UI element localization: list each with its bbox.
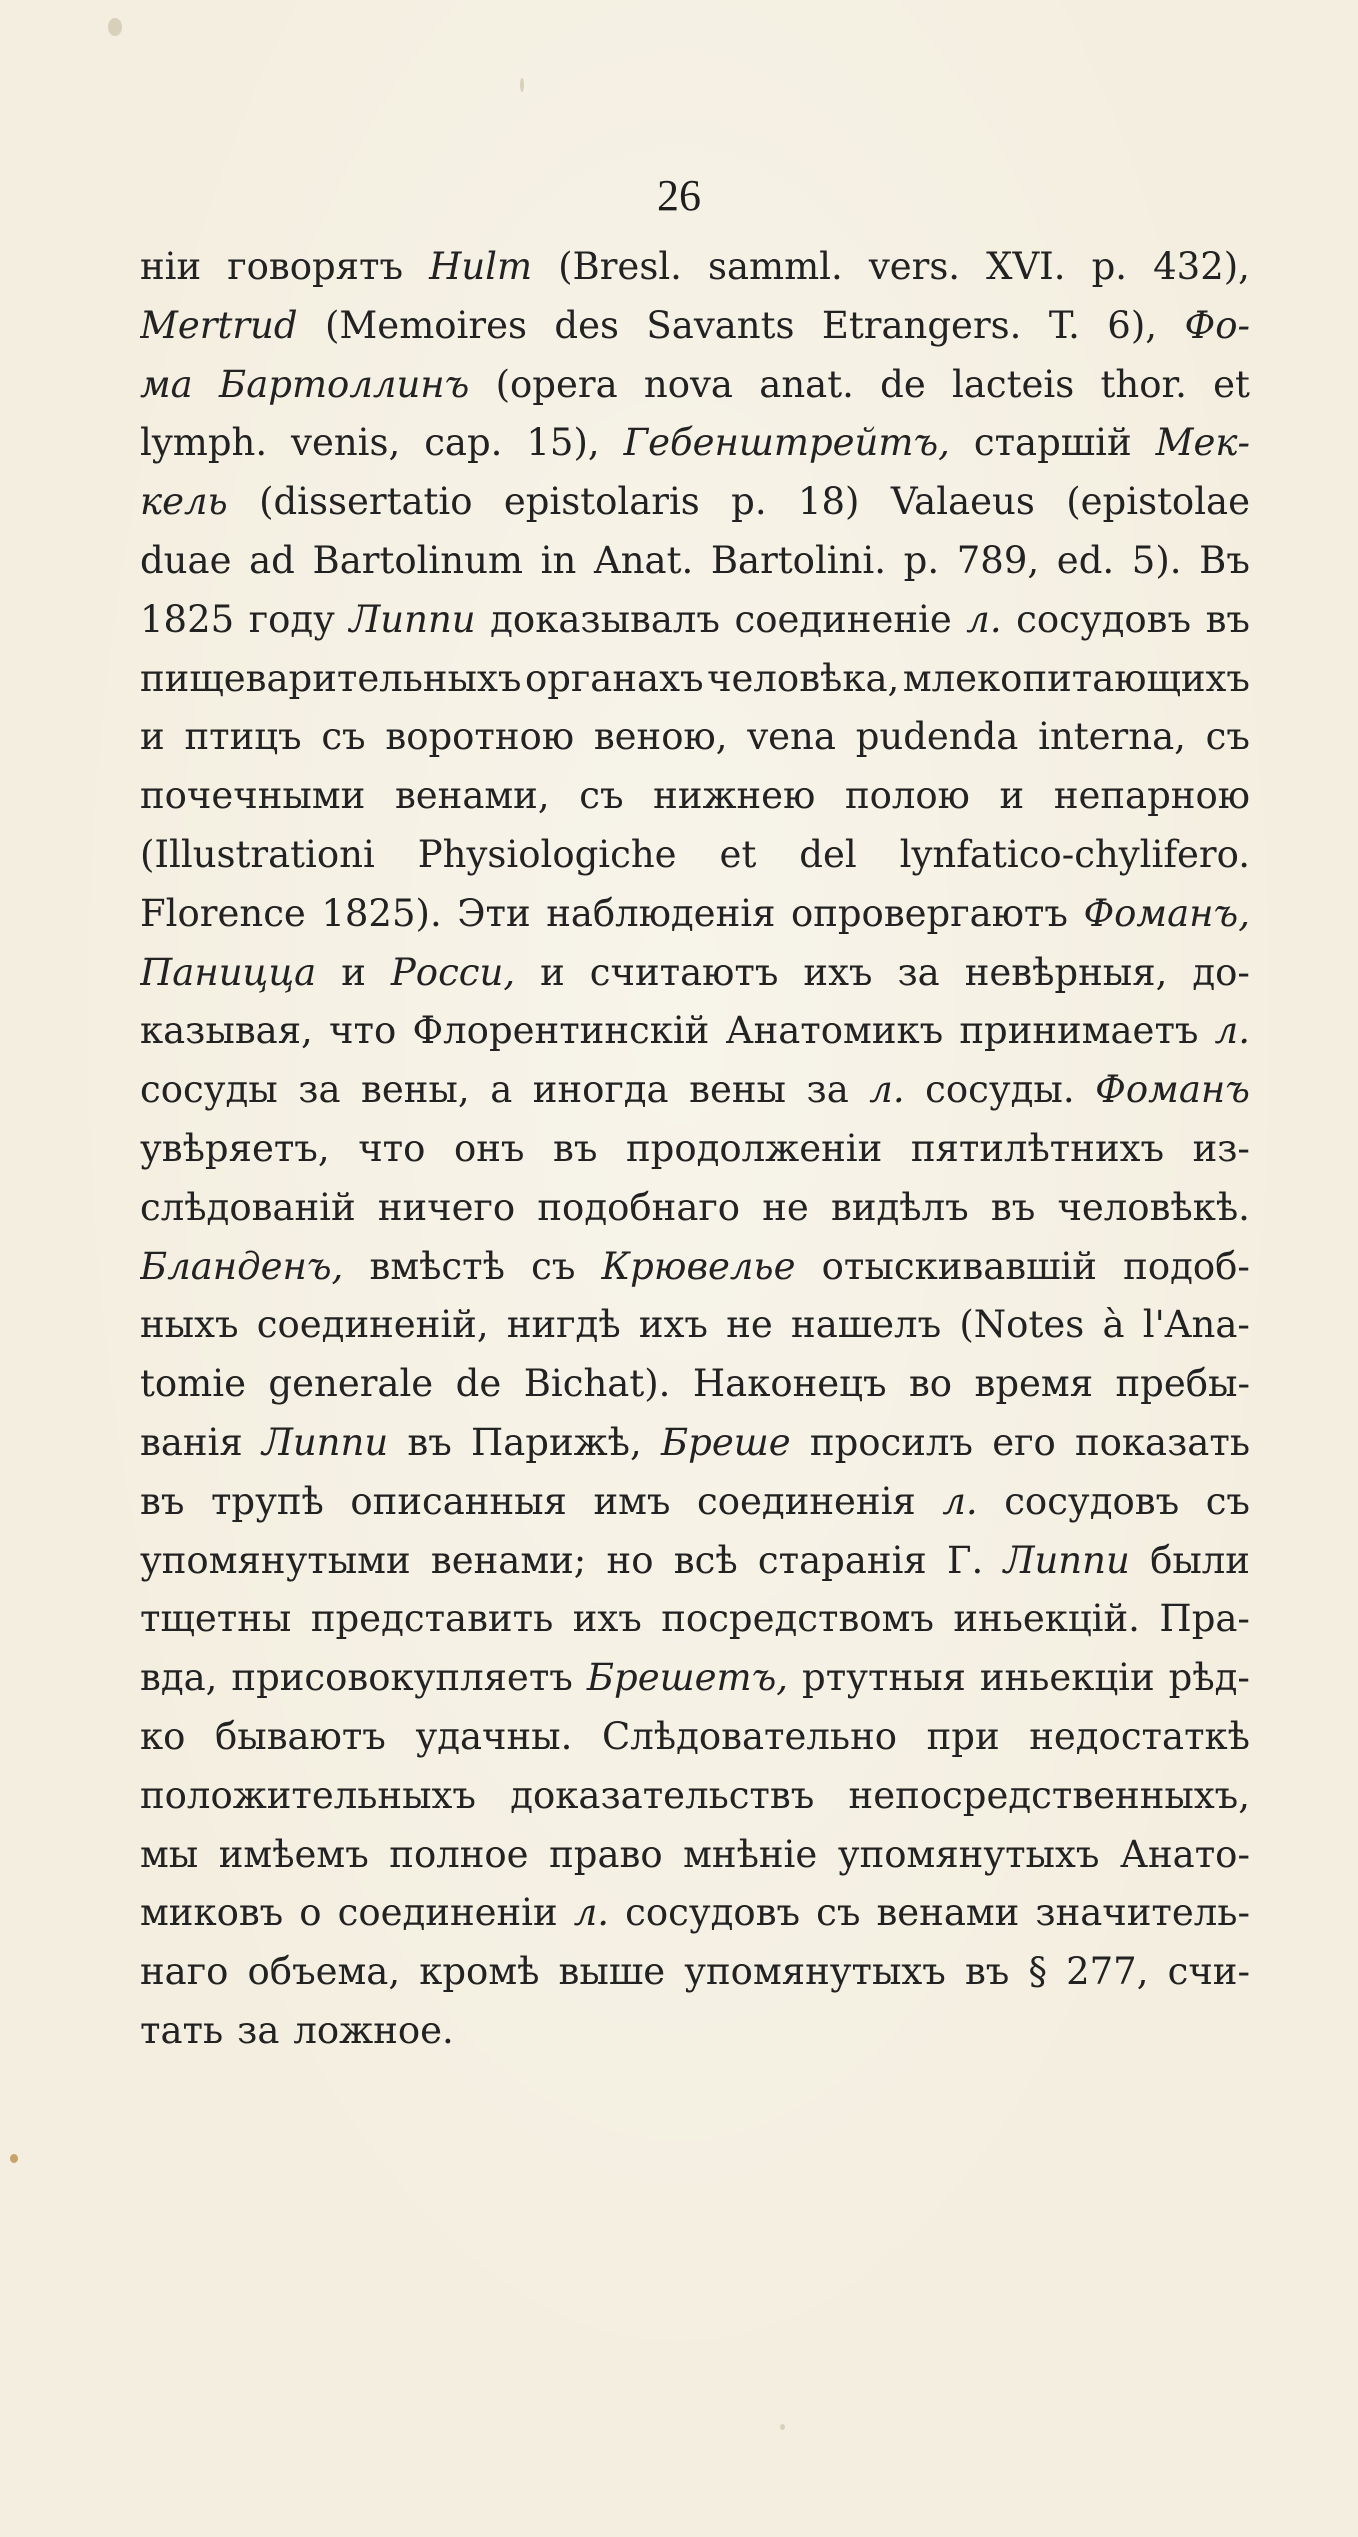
- word: ничего: [377, 1185, 516, 1229]
- word: ed.: [1056, 538, 1115, 582]
- word: счи-: [1167, 1950, 1250, 1994]
- word: ихъ: [638, 1303, 708, 1347]
- word: полою: [844, 774, 970, 818]
- word: нигдѣ: [506, 1303, 621, 1347]
- word: 15),: [526, 421, 600, 465]
- word: 277,: [1066, 1950, 1149, 1994]
- word: веною,: [593, 715, 728, 759]
- word: право: [549, 1832, 663, 1876]
- word: увѣряетъ,: [140, 1126, 330, 1170]
- text-line: [140, 708, 1250, 767]
- word: Гебенштрейтъ,: [623, 421, 950, 465]
- word: samml.: [707, 245, 843, 288]
- word: упомянутыми: [140, 1538, 411, 1582]
- word: venis,: [291, 421, 401, 465]
- text-line: [140, 1473, 1250, 1532]
- word: птицъ: [184, 715, 302, 759]
- word: доказывалъ: [490, 597, 720, 641]
- word: Анатомикъ: [725, 1009, 944, 1053]
- word: венами,: [394, 774, 550, 818]
- word: и: [999, 774, 1025, 818]
- word: сосудовъ: [625, 1891, 801, 1935]
- text-line: [140, 414, 1250, 473]
- word: непарною: [1053, 774, 1250, 818]
- word: ма: [140, 362, 193, 406]
- word: не: [726, 1303, 773, 1347]
- word: (dissertatio: [259, 480, 473, 524]
- word: Наконецъ: [692, 1362, 887, 1406]
- word: 432),: [1153, 245, 1250, 288]
- word: Florence: [140, 891, 306, 935]
- word: Анато-: [1119, 1832, 1250, 1876]
- word: тщетны: [140, 1597, 292, 1641]
- word: T.: [1048, 303, 1080, 347]
- word: иньекцiи: [979, 1656, 1155, 1700]
- page-number: 26: [657, 171, 701, 220]
- word: съ: [579, 774, 624, 818]
- word: объема,: [247, 1950, 401, 1994]
- word: Крювелье: [601, 1244, 796, 1288]
- word: XVI.: [986, 245, 1066, 288]
- word: л.: [966, 597, 1002, 641]
- word: съ: [1205, 715, 1250, 759]
- word: Мек-: [1155, 421, 1250, 465]
- word: Bichat).: [523, 1362, 671, 1406]
- word: онъ: [453, 1126, 525, 1170]
- word: соединенiя: [697, 1479, 916, 1523]
- word: Липпи: [261, 1420, 389, 1464]
- text-line: [140, 1532, 1250, 1591]
- word: показать: [1074, 1420, 1250, 1464]
- word: ложное.: [293, 2008, 454, 2052]
- word: считаютъ: [589, 950, 779, 994]
- word: ванiя: [140, 1420, 243, 1464]
- text-line: [140, 238, 1250, 297]
- word: л.: [942, 1479, 978, 1523]
- word: принимаетъ: [959, 1009, 1199, 1053]
- word: въ: [407, 1420, 452, 1464]
- word: полное: [389, 1832, 529, 1876]
- word: упомянутыхъ: [684, 1950, 946, 1994]
- word: epistolaris: [503, 480, 700, 524]
- word: tomie: [140, 1362, 246, 1406]
- word: въ: [140, 1479, 185, 1523]
- word: ихъ: [803, 950, 873, 994]
- word: всѣ: [673, 1538, 738, 1582]
- word: Savants: [646, 303, 795, 347]
- paper-stain: [108, 18, 122, 36]
- word: пищеварительныхъ: [140, 656, 522, 700]
- word: продолженiи: [626, 1126, 883, 1170]
- word: (Memoires: [324, 303, 527, 347]
- word: à: [1102, 1303, 1125, 1347]
- word: подоб-: [1123, 1244, 1250, 1288]
- word: duae: [140, 538, 232, 582]
- word: (Illustrationi: [140, 832, 375, 876]
- word: присовокупляетъ: [231, 1656, 573, 1700]
- word: л.: [573, 1891, 610, 1935]
- word: del: [799, 832, 857, 876]
- word: (epistolae: [1066, 480, 1250, 524]
- text-line: [140, 650, 1250, 709]
- word: въ: [553, 1126, 598, 1170]
- word: нашелъ: [791, 1303, 942, 1347]
- word: соединенiе: [734, 597, 952, 641]
- word: 6),: [1107, 303, 1158, 347]
- word: бываютъ: [215, 1714, 386, 1758]
- word: p.: [731, 480, 767, 524]
- word: просилъ: [809, 1420, 973, 1464]
- word: и: [341, 950, 366, 994]
- word: казывая,: [140, 1009, 313, 1053]
- word: ко: [140, 1714, 186, 1758]
- word: значитель-: [1035, 1891, 1250, 1935]
- word: l'Ana-: [1142, 1303, 1250, 1347]
- word: невѣрныя,: [964, 950, 1168, 994]
- paper-speck: [10, 2154, 18, 2163]
- text-line: [140, 1826, 1250, 1885]
- word: что: [329, 1009, 397, 1053]
- word: году: [248, 597, 335, 641]
- text-line: [140, 1296, 1250, 1355]
- word: л.: [869, 1068, 905, 1112]
- word: сосуды: [140, 1068, 278, 1112]
- word: человѣка,: [707, 656, 900, 700]
- word: что: [358, 1126, 426, 1170]
- word: рѣд-: [1168, 1656, 1250, 1700]
- word: тать: [140, 2008, 224, 2052]
- word: vers.: [868, 245, 961, 288]
- word: ad: [249, 538, 295, 582]
- word: и: [140, 715, 165, 759]
- word: de: [880, 362, 926, 406]
- word: непосредственныхъ,: [848, 1773, 1250, 1817]
- text-line: [140, 356, 1250, 415]
- word: Липпи: [349, 597, 476, 641]
- word: lymph.: [140, 421, 268, 465]
- word: съ: [321, 715, 366, 759]
- word: въ: [990, 1185, 1036, 1229]
- word: но: [606, 1538, 654, 1582]
- word: lynfatico-chylifero.: [899, 832, 1250, 876]
- word: de: [455, 1362, 502, 1406]
- word: подобнаго: [537, 1185, 741, 1229]
- word: Valaeus: [890, 480, 1035, 524]
- word: thor.: [1100, 362, 1187, 406]
- word: кель: [140, 480, 228, 524]
- word: имѣемъ: [218, 1832, 369, 1876]
- word: органахъ: [524, 656, 704, 700]
- word: старанiя: [757, 1538, 927, 1582]
- word: воротною: [385, 715, 575, 759]
- text-line: [140, 297, 1250, 356]
- word: et: [719, 832, 757, 876]
- word: сосудовъ: [1004, 1479, 1180, 1523]
- word: время: [974, 1362, 1094, 1406]
- word: Mertrud: [140, 303, 298, 347]
- word: §: [1028, 1950, 1047, 1994]
- word: Etrangers.: [821, 303, 1022, 347]
- text-line: [140, 1179, 1250, 1238]
- word: lacteis: [952, 362, 1075, 406]
- word: vena: [747, 715, 836, 759]
- word: мнѣнiе: [683, 1832, 818, 1876]
- text-line: [140, 826, 1250, 885]
- word: Bartolini.: [710, 538, 887, 582]
- word: Бреше: [660, 1420, 791, 1464]
- word: въ: [964, 1950, 1010, 1994]
- word: за: [806, 1068, 849, 1112]
- word: мы: [140, 1832, 199, 1876]
- word: Hulm: [429, 245, 533, 288]
- word: des: [554, 303, 619, 347]
- word: его: [992, 1420, 1056, 1464]
- word: 1825: [140, 597, 235, 641]
- word: in: [540, 538, 577, 582]
- word: представить: [310, 1597, 554, 1641]
- word: венами: [876, 1891, 1020, 1935]
- word: Парижѣ,: [470, 1420, 642, 1464]
- text-line: [140, 1355, 1250, 1414]
- text-line: [140, 944, 1250, 1003]
- word: (Bresl.: [558, 245, 682, 288]
- word: говорятъ: [227, 245, 404, 288]
- word: Г.: [947, 1538, 984, 1582]
- word: Въ: [1199, 538, 1250, 582]
- word: Липпи: [1003, 1538, 1130, 1582]
- word: 18): [797, 480, 860, 524]
- text-line: [140, 1414, 1250, 1473]
- word: за: [237, 2008, 280, 2052]
- word: 789,: [956, 538, 1040, 582]
- body-text: [140, 238, 1250, 2061]
- text-line: [140, 591, 1250, 650]
- word: старшiй: [973, 421, 1132, 465]
- word: съ: [1205, 1479, 1250, 1523]
- word: 5).: [1131, 538, 1182, 582]
- word: Бартоллинъ: [219, 362, 470, 406]
- word: и: [540, 950, 565, 994]
- word: наго: [140, 1950, 229, 1994]
- word: сосудовъ: [1016, 597, 1192, 641]
- word: ныхъ: [140, 1303, 239, 1347]
- word: пребы-: [1115, 1362, 1250, 1406]
- word: иногда: [532, 1068, 669, 1112]
- word: соединенiй,: [256, 1303, 489, 1347]
- word: Фоманъ,: [1083, 891, 1250, 935]
- word: et: [1213, 362, 1250, 406]
- word: иньекцiй.: [953, 1597, 1140, 1641]
- word: съ: [816, 1891, 861, 1935]
- word: anat.: [759, 362, 854, 406]
- word: до-: [1192, 950, 1250, 994]
- word: упомянутыхъ: [837, 1832, 1100, 1876]
- word: (Notes: [959, 1303, 1085, 1347]
- word: л.: [1214, 1009, 1250, 1053]
- word: Physiologiche: [417, 832, 677, 876]
- word: человѣкѣ.: [1057, 1185, 1250, 1229]
- word: имъ: [593, 1479, 671, 1523]
- word: cap.: [424, 421, 503, 465]
- word: нижнею: [653, 774, 816, 818]
- word: nova: [643, 362, 733, 406]
- word: въ: [1205, 597, 1250, 641]
- word: Брешетъ,: [586, 1656, 789, 1700]
- word: Эти: [457, 891, 531, 935]
- paper-speck: [520, 78, 524, 92]
- word: отыскивавшiй: [821, 1244, 1097, 1288]
- word: ртутныя: [802, 1656, 966, 1700]
- word: вда,: [140, 1656, 218, 1700]
- word: за: [298, 1068, 341, 1112]
- word: удачны.: [415, 1714, 573, 1758]
- text-line: [140, 1708, 1250, 1767]
- word: сосуды.: [925, 1068, 1075, 1112]
- text-line: [140, 1002, 1250, 1061]
- text-line: [140, 1590, 1250, 1649]
- paper-speck: [780, 2424, 785, 2430]
- word: млекопитающихъ: [902, 656, 1250, 700]
- word: вены: [689, 1068, 786, 1112]
- word: generale: [268, 1362, 434, 1406]
- word: посредствомъ: [661, 1597, 934, 1641]
- text-line: [140, 1767, 1250, 1826]
- text-line: [140, 1061, 1250, 1120]
- word: за: [897, 950, 940, 994]
- word: вены,: [361, 1068, 470, 1112]
- word: (opera: [495, 362, 618, 406]
- word: не: [762, 1185, 809, 1229]
- word: из-: [1192, 1126, 1250, 1170]
- word: почечными: [140, 774, 366, 818]
- word: p.: [903, 538, 940, 582]
- word: о: [299, 1891, 322, 1935]
- text-line: [140, 532, 1250, 591]
- word: были: [1150, 1538, 1250, 1582]
- word: пятилѣтнихъ: [910, 1126, 1165, 1170]
- word: interna,: [1038, 715, 1186, 759]
- word: видѣлъ: [831, 1185, 969, 1229]
- word: Пра-: [1159, 1597, 1250, 1641]
- word: ихъ: [572, 1597, 642, 1641]
- text-line: [140, 473, 1250, 532]
- word: описанныя: [350, 1479, 567, 1523]
- text-line: [140, 1649, 1250, 1708]
- word: Паницца: [140, 950, 317, 994]
- word: недостаткѣ: [1029, 1714, 1250, 1758]
- text-line: [140, 1943, 1250, 2002]
- text-line: [140, 767, 1250, 826]
- word: Фо-: [1184, 303, 1250, 347]
- word: слѣдованiй: [140, 1185, 356, 1229]
- word: доказательствъ: [510, 1773, 815, 1817]
- word: Anat.: [593, 538, 694, 582]
- word: миковъ: [140, 1891, 284, 1935]
- text-line: [140, 885, 1250, 944]
- word: выше: [558, 1950, 666, 1994]
- word: Бланденъ,: [140, 1244, 344, 1288]
- word: во: [908, 1362, 953, 1406]
- word: Фоманъ: [1095, 1068, 1250, 1112]
- word: Bartolinum: [312, 538, 524, 582]
- text-line: [140, 1884, 1250, 1943]
- word: при: [926, 1714, 1000, 1758]
- word: кромѣ: [419, 1950, 540, 1994]
- word: вмѣстѣ: [369, 1244, 505, 1288]
- word: 1825).: [321, 891, 442, 935]
- word: а: [490, 1068, 513, 1112]
- word: соединенiи: [337, 1891, 558, 1935]
- word: pudenda: [855, 715, 1019, 759]
- text-line: [140, 1238, 1250, 1297]
- word: наблюденiя: [546, 891, 776, 935]
- word: Росси,: [390, 950, 516, 994]
- word: положительныхъ: [140, 1773, 476, 1817]
- word: трупѣ: [210, 1479, 324, 1523]
- word: съ: [531, 1244, 576, 1288]
- text-line: [140, 2002, 1250, 2061]
- word: Флорентинскiй: [412, 1009, 710, 1053]
- word: нiи: [140, 245, 202, 288]
- text-line: [140, 1120, 1250, 1179]
- word: p.: [1091, 245, 1128, 288]
- word: венами;: [430, 1538, 587, 1582]
- word: опровергаютъ: [790, 891, 1068, 935]
- word: Слѣдовательно: [601, 1714, 898, 1758]
